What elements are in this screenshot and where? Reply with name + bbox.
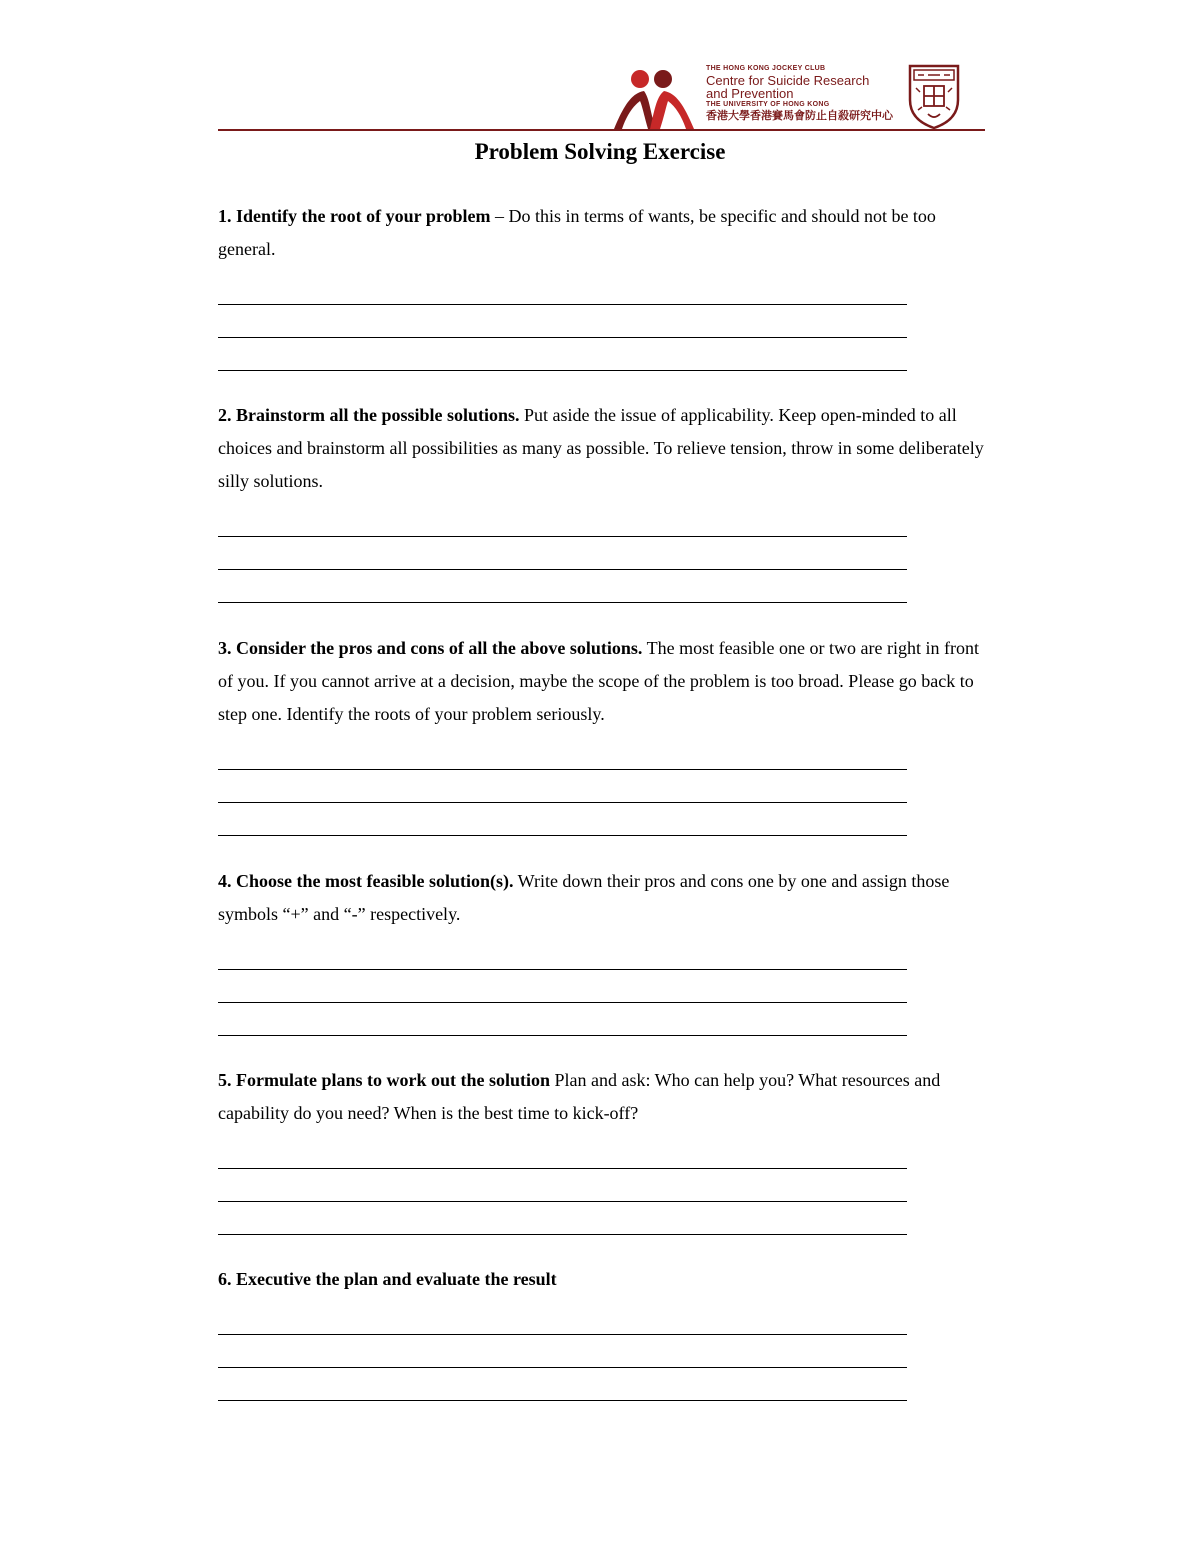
answer-line[interactable]: [218, 1335, 907, 1368]
section-5-heading: 5. Formulate plans to work out the solution: [218, 1070, 551, 1090]
answer-line[interactable]: [218, 803, 907, 836]
answer-line[interactable]: [218, 770, 907, 803]
section-6: [218, 1263, 988, 1401]
section-4-heading: 4. Choose the most feasible solution(s).: [218, 871, 514, 891]
answer-line[interactable]: [218, 737, 907, 770]
section-5-text: [218, 1064, 988, 1130]
section-4-answer-lines: [218, 937, 988, 1036]
section-2-body: Put aside the issue of applicability. Keep open-minded to all choices and brainstorm all possibilities as many as possible. To relieve tension, throw in some deliberately silly solutions.: [218, 405, 984, 491]
section-1-answer-lines: [218, 272, 988, 371]
page-title: Problem Solving Exercise: [474, 139, 726, 164]
answer-line[interactable]: [218, 1169, 907, 1202]
answer-line[interactable]: [218, 937, 907, 970]
section-4: [218, 865, 988, 1036]
answer-line[interactable]: [218, 1202, 907, 1235]
section-2-text: [218, 399, 988, 498]
section-3-body: The most feasible one or two are right in front of you. If you cannot arrive at a decision, maybe the scope of the problem is too broad. Please go back to step one. Identify the roots of your problem seriously.: [218, 638, 979, 724]
answer-line[interactable]: [218, 272, 907, 305]
answer-line[interactable]: [218, 970, 907, 1003]
answer-line[interactable]: [218, 338, 907, 371]
section-3-heading: 3. Consider the pros and cons of all the above solutions.: [218, 638, 643, 658]
org-name-block: [706, 64, 906, 123]
section-6-answer-lines: [218, 1302, 988, 1401]
answer-line[interactable]: [218, 1368, 907, 1401]
section-6-text: [218, 1263, 988, 1296]
section-3-text: [218, 632, 988, 731]
section-2: [218, 399, 988, 603]
section-4-text: [218, 865, 988, 931]
section-5-answer-lines: [218, 1136, 988, 1235]
answer-line[interactable]: [218, 305, 907, 338]
header-divider: [218, 129, 985, 131]
answer-line[interactable]: [218, 537, 907, 570]
header: [218, 60, 985, 132]
org-small-bottom: THE UNIVERSITY OF HONG KONG: [706, 101, 830, 108]
org-name-line2: and Prevention: [706, 86, 794, 101]
section-6-heading: 6. Executive the plan and evaluate the result: [218, 1269, 557, 1289]
section-3-answer-lines: [218, 737, 988, 836]
org-name-chinese: 香港大學香港賽馬會防止自殺研究中心: [706, 110, 893, 122]
answer-line[interactable]: [218, 504, 907, 537]
answer-line[interactable]: [218, 1136, 907, 1169]
answer-line[interactable]: [218, 1003, 907, 1036]
section-1-heading: 1. Identify the root of your problem: [218, 206, 491, 226]
answer-line[interactable]: [218, 1302, 907, 1335]
org-small-top: THE HONG KONG JOCKEY CLUB: [706, 65, 826, 72]
section-5-body: Plan and ask: Who can help you? What resources and capability do you need? When is the best time to kick-off?: [218, 1070, 941, 1123]
section-3: [218, 632, 988, 836]
centre-logo-icon: [610, 65, 700, 129]
section-1: [218, 200, 988, 371]
org-name-line1: Centre for Suicide Research: [706, 73, 870, 88]
section-2-heading: 2. Brainstorm all the possible solutions.: [218, 405, 520, 425]
section-2-answer-lines: [218, 504, 988, 603]
section-5: [218, 1064, 988, 1235]
answer-line[interactable]: [218, 570, 907, 603]
section-1-body: – Do this in terms of wants, be specific and should not be too general.: [218, 206, 936, 259]
university-crest-icon: [908, 64, 960, 130]
section-4-body: Write down their pros and cons one by one and assign those symbols “+” and “-” respectively.: [218, 871, 950, 924]
section-1-text: [218, 200, 988, 266]
